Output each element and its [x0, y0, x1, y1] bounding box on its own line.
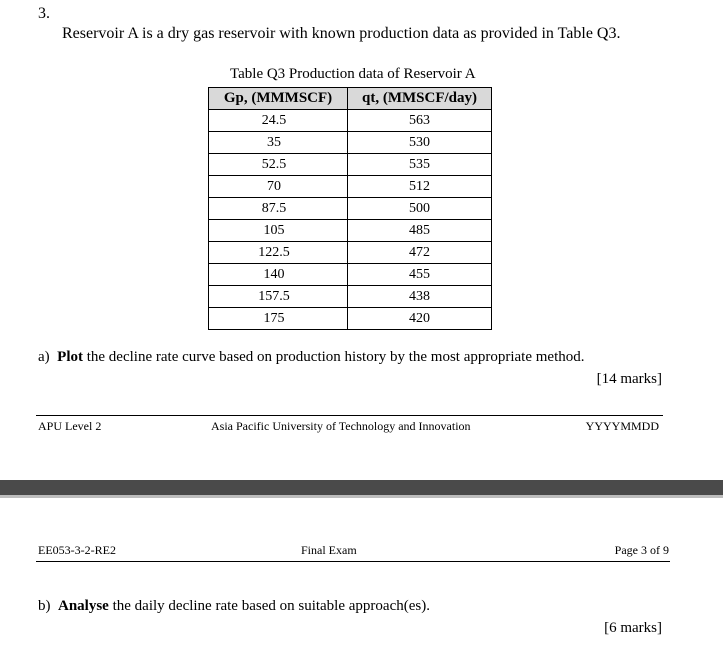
footer-university: Asia Pacific University of Technology and Innovation: [211, 419, 471, 433]
part-a-question: [38, 349, 585, 366]
cell-cumulative-gas: 122.5: [209, 242, 348, 264]
cell-rate: 420: [348, 308, 492, 330]
cell-rate: 500: [348, 198, 492, 220]
footer-level: APU Level 2: [38, 419, 102, 433]
page-footer: [36, 415, 663, 438]
table-caption: Table Q3 Production data of Reservoir A: [230, 66, 476, 82]
cell-rate: 438: [348, 286, 492, 308]
question-number: 3.: [38, 5, 50, 22]
production-data-table: [208, 87, 492, 330]
part-b-keyword: Analyse: [58, 598, 109, 614]
cell-rate: 455: [348, 264, 492, 286]
page-separator: [0, 480, 723, 495]
part-b-question: [38, 598, 430, 615]
cell-cumulative-gas: 35: [209, 132, 348, 154]
table-row: [209, 132, 492, 154]
table-row: [209, 286, 492, 308]
header-page-number: Page 3 of 9: [614, 543, 669, 557]
table-row: [209, 220, 492, 242]
cell-cumulative-gas: 52.5: [209, 154, 348, 176]
table-row: [209, 176, 492, 198]
cell-cumulative-gas: 140: [209, 264, 348, 286]
page-header: [36, 541, 670, 562]
table-header-row: [209, 88, 492, 110]
cell-cumulative-gas: 87.5: [209, 198, 348, 220]
header-course-code: EE053-3-2-RE2: [38, 543, 116, 557]
footer-date: YYYYMMDD: [585, 419, 659, 433]
cell-cumulative-gas: 105: [209, 220, 348, 242]
cell-rate: 563: [348, 110, 492, 132]
column-header-rate: qt, (MMSCF/day): [348, 88, 492, 110]
cell-rate: 530: [348, 132, 492, 154]
cell-rate: 472: [348, 242, 492, 264]
part-a-text: the decline rate curve based on production history by the most appropriate method.: [82, 349, 585, 365]
part-a-keyword: Plot: [57, 349, 83, 365]
part-a-label: a): [38, 349, 50, 365]
table-row: [209, 264, 492, 286]
cell-rate: 485: [348, 220, 492, 242]
table-row: [209, 154, 492, 176]
cell-rate: 512: [348, 176, 492, 198]
table-row: [209, 198, 492, 220]
page-separator-edge: [0, 495, 723, 498]
cell-cumulative-gas: 70: [209, 176, 348, 198]
table-row: [209, 308, 492, 330]
column-header-cumulative-gas: Gp, (MMMSCF): [209, 88, 348, 110]
header-exam-title: Final Exam: [301, 543, 357, 557]
question-intro: Reservoir A is a dry gas reservoir with known production data as provided in Table Q3.: [62, 25, 621, 42]
cell-rate: 535: [348, 154, 492, 176]
table-row: [209, 242, 492, 264]
table-row: [209, 110, 492, 132]
part-b-text: the daily decline rate based on suitable approach(es).: [108, 598, 430, 614]
part-a-marks: [14 marks]: [596, 371, 662, 387]
part-b-marks: [6 marks]: [604, 620, 662, 636]
part-b-label: b): [38, 598, 51, 614]
cell-cumulative-gas: 157.5: [209, 286, 348, 308]
cell-cumulative-gas: 175: [209, 308, 348, 330]
cell-cumulative-gas: 24.5: [209, 110, 348, 132]
